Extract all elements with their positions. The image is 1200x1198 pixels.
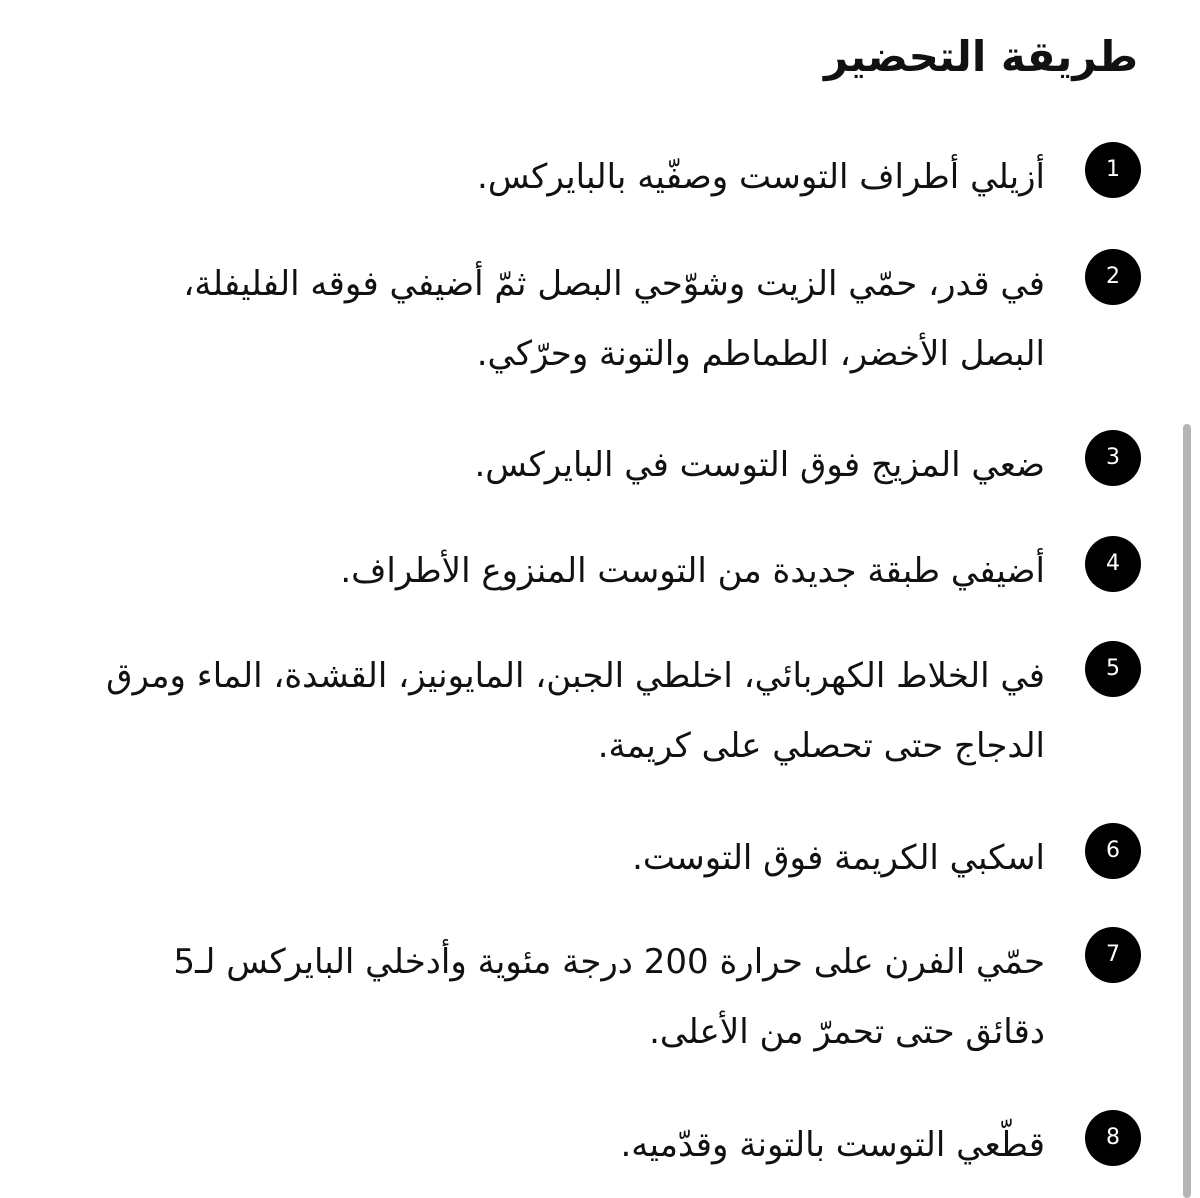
step-number-badge: 5 <box>1085 641 1141 697</box>
step-text: في قدر، حمّي الزيت وشوّحي البصل ثمّ أضيفي فوقه الفليفلة، البصل الأخضر، الطماطم والتونة وحرّكي. <box>183 264 1045 374</box>
step-text: في الخلاط الكهربائي، اخلطي الجبن، المايونيز، القشدة، الماء ومرق الدجاج حتى تحصلي على كريمة. <box>106 656 1045 766</box>
step-text: حمّي الفرن على حرارة 200 درجة مئوية وأدخلي البايركس لـ5 دقائق حتى تحمرّ من الأعلى. <box>173 942 1045 1052</box>
step-number-badge: 6 <box>1085 823 1141 879</box>
section-title: طريقة التحضير <box>823 32 1138 81</box>
scrollbar[interactable] <box>1183 424 1191 1198</box>
step-number-badge: 4 <box>1085 536 1141 592</box>
step-number-badge: 2 <box>1085 249 1141 305</box>
step-text: أضيفي طبقة جديدة من التوست المنزوع الأطراف. <box>340 551 1045 591</box>
step-text: اسكبي الكريمة فوق التوست. <box>632 838 1045 878</box>
step-text: أزيلي أطراف التوست وصفّيه بالبايركس. <box>477 157 1045 197</box>
step-number-badge: 7 <box>1085 927 1141 983</box>
step-number-badge: 1 <box>1085 142 1141 198</box>
step-number-badge: 3 <box>1085 430 1141 486</box>
step-text: ضعي المزيج فوق التوست في البايركس. <box>474 445 1045 485</box>
step-number-badge: 8 <box>1085 1110 1141 1166</box>
step-text: قطّعي التوست بالتونة وقدّميه. <box>620 1125 1045 1165</box>
